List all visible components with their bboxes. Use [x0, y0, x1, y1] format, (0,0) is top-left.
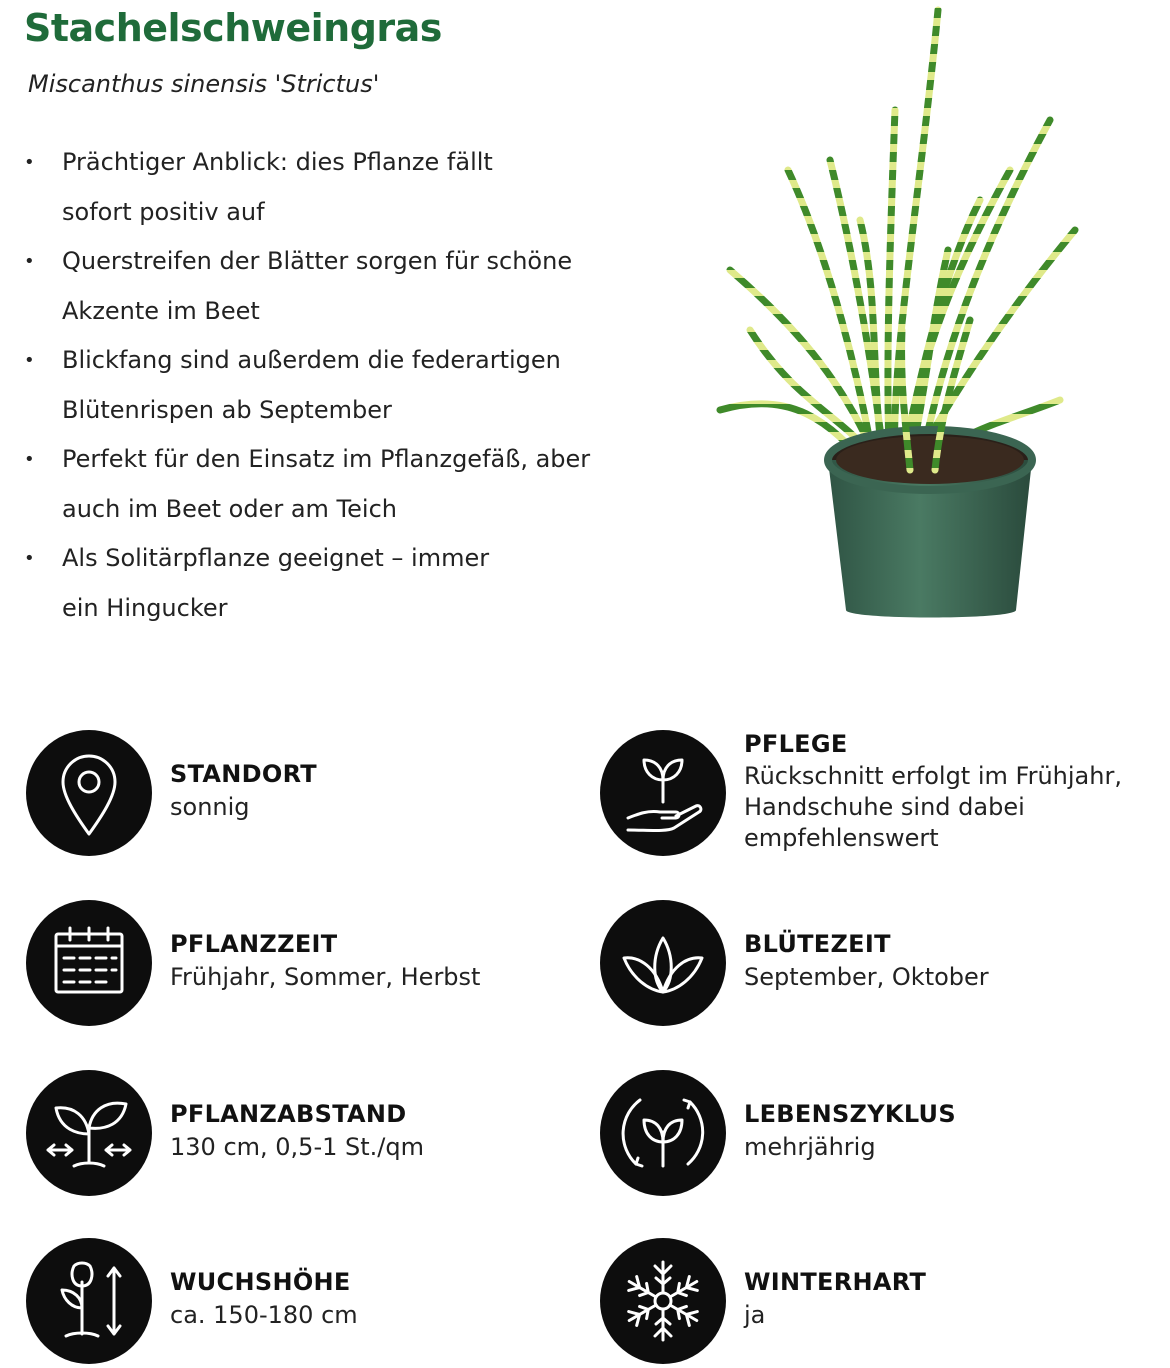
plant-photo	[680, 0, 1100, 640]
bullet-item: • Als Solitärpflanze geeignet – immer ein Hingucker	[24, 534, 644, 633]
bullet-item: • Blickfang sind außerdem die federartigen Blütenrispen ab September	[24, 336, 644, 435]
location-pin-icon	[26, 730, 152, 856]
plant-spacing-icon	[26, 1070, 152, 1196]
bullet-item: • Perfekt für den Einsatz im Pflanzgefäß, aber auch im Beet oder am Teich	[24, 435, 644, 534]
feature-value: ja	[744, 1301, 766, 1329]
calendar-icon	[26, 900, 152, 1026]
feature-value: Rückschnitt erfolgt im Frühjahr, Handschuhe sind dabei empfehlenswert	[744, 762, 1122, 852]
feature-label: PFLEGE	[744, 730, 848, 758]
bullet-dot: •	[24, 251, 35, 272]
feature-pflege	[600, 730, 1140, 860]
feature-value: ca. 150-180 cm	[170, 1301, 358, 1329]
feature-label: PFLANZABSTAND	[170, 1100, 407, 1128]
botanical-name: Miscanthus sinensis 'Strictus'	[28, 70, 380, 98]
feature-label: LEBENSZYKLUS	[744, 1100, 956, 1128]
product-title: Stachelschweingras	[24, 6, 442, 50]
feature-lebenszyklus	[600, 1070, 1140, 1200]
feature-label: WINTERHART	[744, 1268, 927, 1296]
feature-value: sonnig	[170, 793, 250, 821]
bullet-dot: •	[24, 350, 35, 371]
feature-label: PFLANZZEIT	[170, 930, 338, 958]
bullet-dot: •	[24, 152, 35, 173]
feature-label: WUCHSHÖHE	[170, 1268, 351, 1296]
lotus-flower-icon	[600, 900, 726, 1026]
bullet-item: • Prächtiger Anblick: dies Pflanze fällt sofort positiv auf	[24, 138, 644, 237]
feature-winterhart	[600, 1238, 1140, 1368]
plant-cycle-icon	[600, 1070, 726, 1196]
bullet-dot: •	[24, 449, 35, 470]
snowflake-icon	[600, 1238, 726, 1364]
feature-value: 130 cm, 0,5-1 St./qm	[170, 1133, 424, 1161]
plant-height-icon	[26, 1238, 152, 1364]
feature-value: September, Oktober	[744, 963, 989, 991]
plant-hand-icon	[600, 730, 726, 856]
feature-label: STANDORT	[170, 760, 317, 788]
feature-label: BLÜTEZEIT	[744, 930, 891, 958]
feature-bluetezeit	[600, 900, 1140, 1030]
bullet-item: • Querstreifen der Blätter sorgen für schöne Akzente im Beet	[24, 237, 644, 336]
feature-wuchshoehe	[26, 1238, 566, 1368]
feature-pflanzzeit	[26, 900, 566, 1030]
feature-pflanzabstand	[26, 1070, 566, 1200]
feature-value: mehrjährig	[744, 1133, 876, 1161]
bullet-dot: •	[24, 548, 35, 569]
feature-value: Frühjahr, Sommer, Herbst	[170, 963, 481, 991]
feature-standort	[26, 730, 566, 860]
feature-bullet-list	[24, 138, 644, 633]
